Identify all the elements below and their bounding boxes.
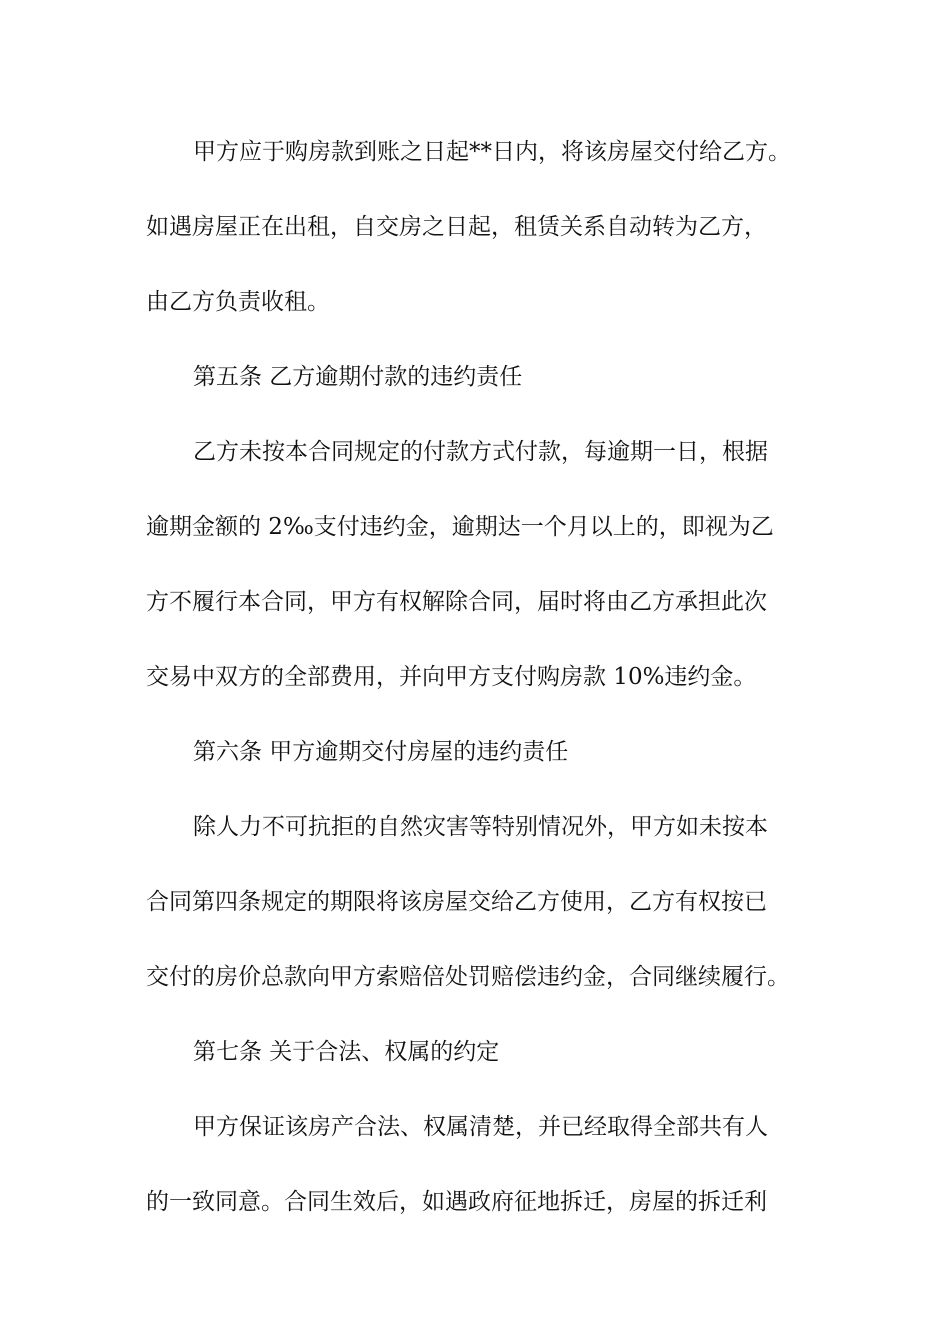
- paragraph-line: 交付的房价总款向甲方索赔倍处罚赔偿违约金，合同继续履行。: [146, 964, 790, 990]
- paragraph-line: 的一致同意。合同生效后，如遇政府征地拆迁，房屋的拆迁利: [146, 1189, 767, 1215]
- paragraph-line: 由乙方负责收租。: [146, 289, 330, 315]
- paragraph-line: 逾期金额的 2‰支付违约金，逾期达一个月以上的，即视为乙: [146, 514, 774, 540]
- paragraph-line: 除人力不可抗拒的自然灾害等特别情况外，甲方如未按本: [193, 814, 768, 840]
- paragraph-line: 方不履行本合同，甲方有权解除合同，届时将由乙方承担此次: [146, 589, 767, 615]
- paragraph-line: 如遇房屋正在出租，自交房之日起，租赁关系自动转为乙方，: [146, 214, 767, 240]
- paragraph-line: 交易中双方的全部费用，并向甲方支付购房款 10%违约金。: [146, 664, 757, 690]
- section-heading: 第七条 关于合法、权属的约定: [193, 1039, 500, 1065]
- paragraph-line: 甲方应于购房款到账之日起**日内，将该房屋交付给乙方。: [193, 139, 791, 165]
- paragraph-line: 合同第四条规定的期限将该房屋交给乙方使用，乙方有权按已: [146, 889, 767, 915]
- paragraph-line: 乙方未按本合同规定的付款方式付款，每逾期一日，根据: [193, 439, 768, 465]
- section-heading: 第六条 甲方逾期交付房屋的违约责任: [193, 739, 569, 765]
- section-heading: 第五条 乙方逾期付款的违约责任: [193, 364, 523, 390]
- paragraph-line: 甲方保证该房产合法、权属清楚，并已经取得全部共有人: [193, 1114, 768, 1140]
